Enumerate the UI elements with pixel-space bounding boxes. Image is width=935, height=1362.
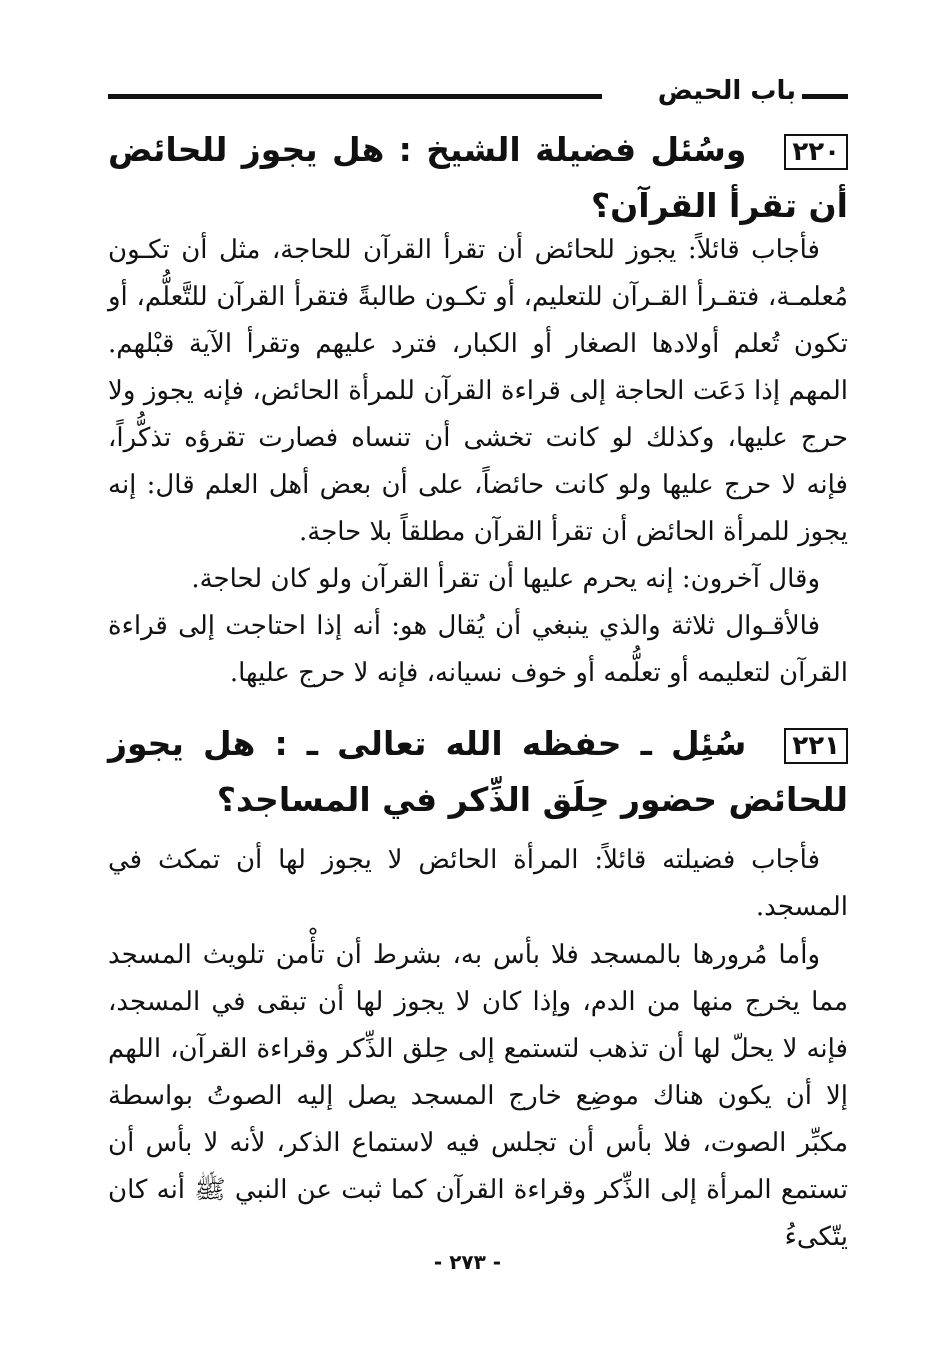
question-220-title <box>108 122 848 234</box>
page-number: - ٢٧٣ - <box>433 1250 502 1274</box>
question-221 <box>108 716 848 828</box>
chapter-title: باب الحيض <box>657 76 796 106</box>
question-220 <box>108 122 848 234</box>
question-221-text: سُئِل ـ حفظه الله تعالى ـ : هل يجوز للحائض حضور حِلَق الذِّكر في المساجد؟ <box>108 724 848 819</box>
answer-221-paragraph-1: فأجاب فضيلته قائلاً: المرأة الحائض لا يجوز لها أن تمكث في المسجد. <box>108 845 848 922</box>
running-header <box>108 74 848 108</box>
answer-221-paragraph-2: وأما مُرورها بالمسجد فلا بأس به، بشرط أن تأْمن تلويث المسجد مما يخرج منها من الدم، وإذا كان لا يجوز لها أن تبقى في المسجد، فإنه لا يحلّ لها أن تذهب لتستمع إلى حِلق الذِّكر وقراءة القرآن، اللهم إلا أن يكون هناك موضِع خارج المسجد يصل إليه الصوتُ بواسطة مكبِّر الصوت، فلا بأس أن تجلس فيه لاستماع الذكر، لأنه لا بأس أن تستمع المرأة إلى الذِّكر وقراءة القرآن كما ثبت عن النبي ﷺ أنه كان يتّكىءُ <box>108 940 848 1252</box>
question-221-title <box>108 716 848 828</box>
header-rule-right <box>802 94 848 99</box>
question-220-text: وسُئل فضيلة الشيخ : هل يجوز للحائض أن تقرأ القرآن؟ <box>108 130 848 225</box>
header-rule-left <box>108 94 602 99</box>
question-number-box: ٢٢٠ <box>784 134 848 170</box>
answer-220-paragraph-1: فأجاب قائلاً: يجوز للحائض أن تقرأ القرآن للحاجة، مثل أن تكـون مُعلمـة، فتقـرأ القـرآن للتعليم، أو تكـون طالبةً فتقرأ القرآن للتَّعلُّم، أو تكون تُعلم أولادها الصغار أو الكبار، فترد عليهم وتقرأ الآية قبْلهم. المهم إذا دَعَت الحاجة إلى قراءة القرآن للمرأة الحائض، فإنه يجوز ولا حرج عليها، وكذلك لو كانت تخشى أن تنساه فصارت تقرؤه تذكُّراً، فإنه لا حرج عليها ولو كانت حائضاً، على أن بعض أهل العلم قال: إنه يجوز للمرأة الحائض أن تقرأ القرآن مطلقاً بلا حاجة. <box>108 235 848 547</box>
question-number-box: ٢٢١ <box>784 728 848 764</box>
answer-220-paragraph-2: وقال آخرون: إنه يحرم عليها أن تقرأ القرآن ولو كان لحاجة. <box>191 564 820 594</box>
answer-220-paragraph-3: فالأقـوال ثلاثة والذي ينبغي أن يُقال هو: أنه إذا احتاجت إلى قراءة القرآن لتعليمه أو تعلُّمه أو خوف نسيانه، فإنه لا حرج عليها. <box>108 611 848 688</box>
